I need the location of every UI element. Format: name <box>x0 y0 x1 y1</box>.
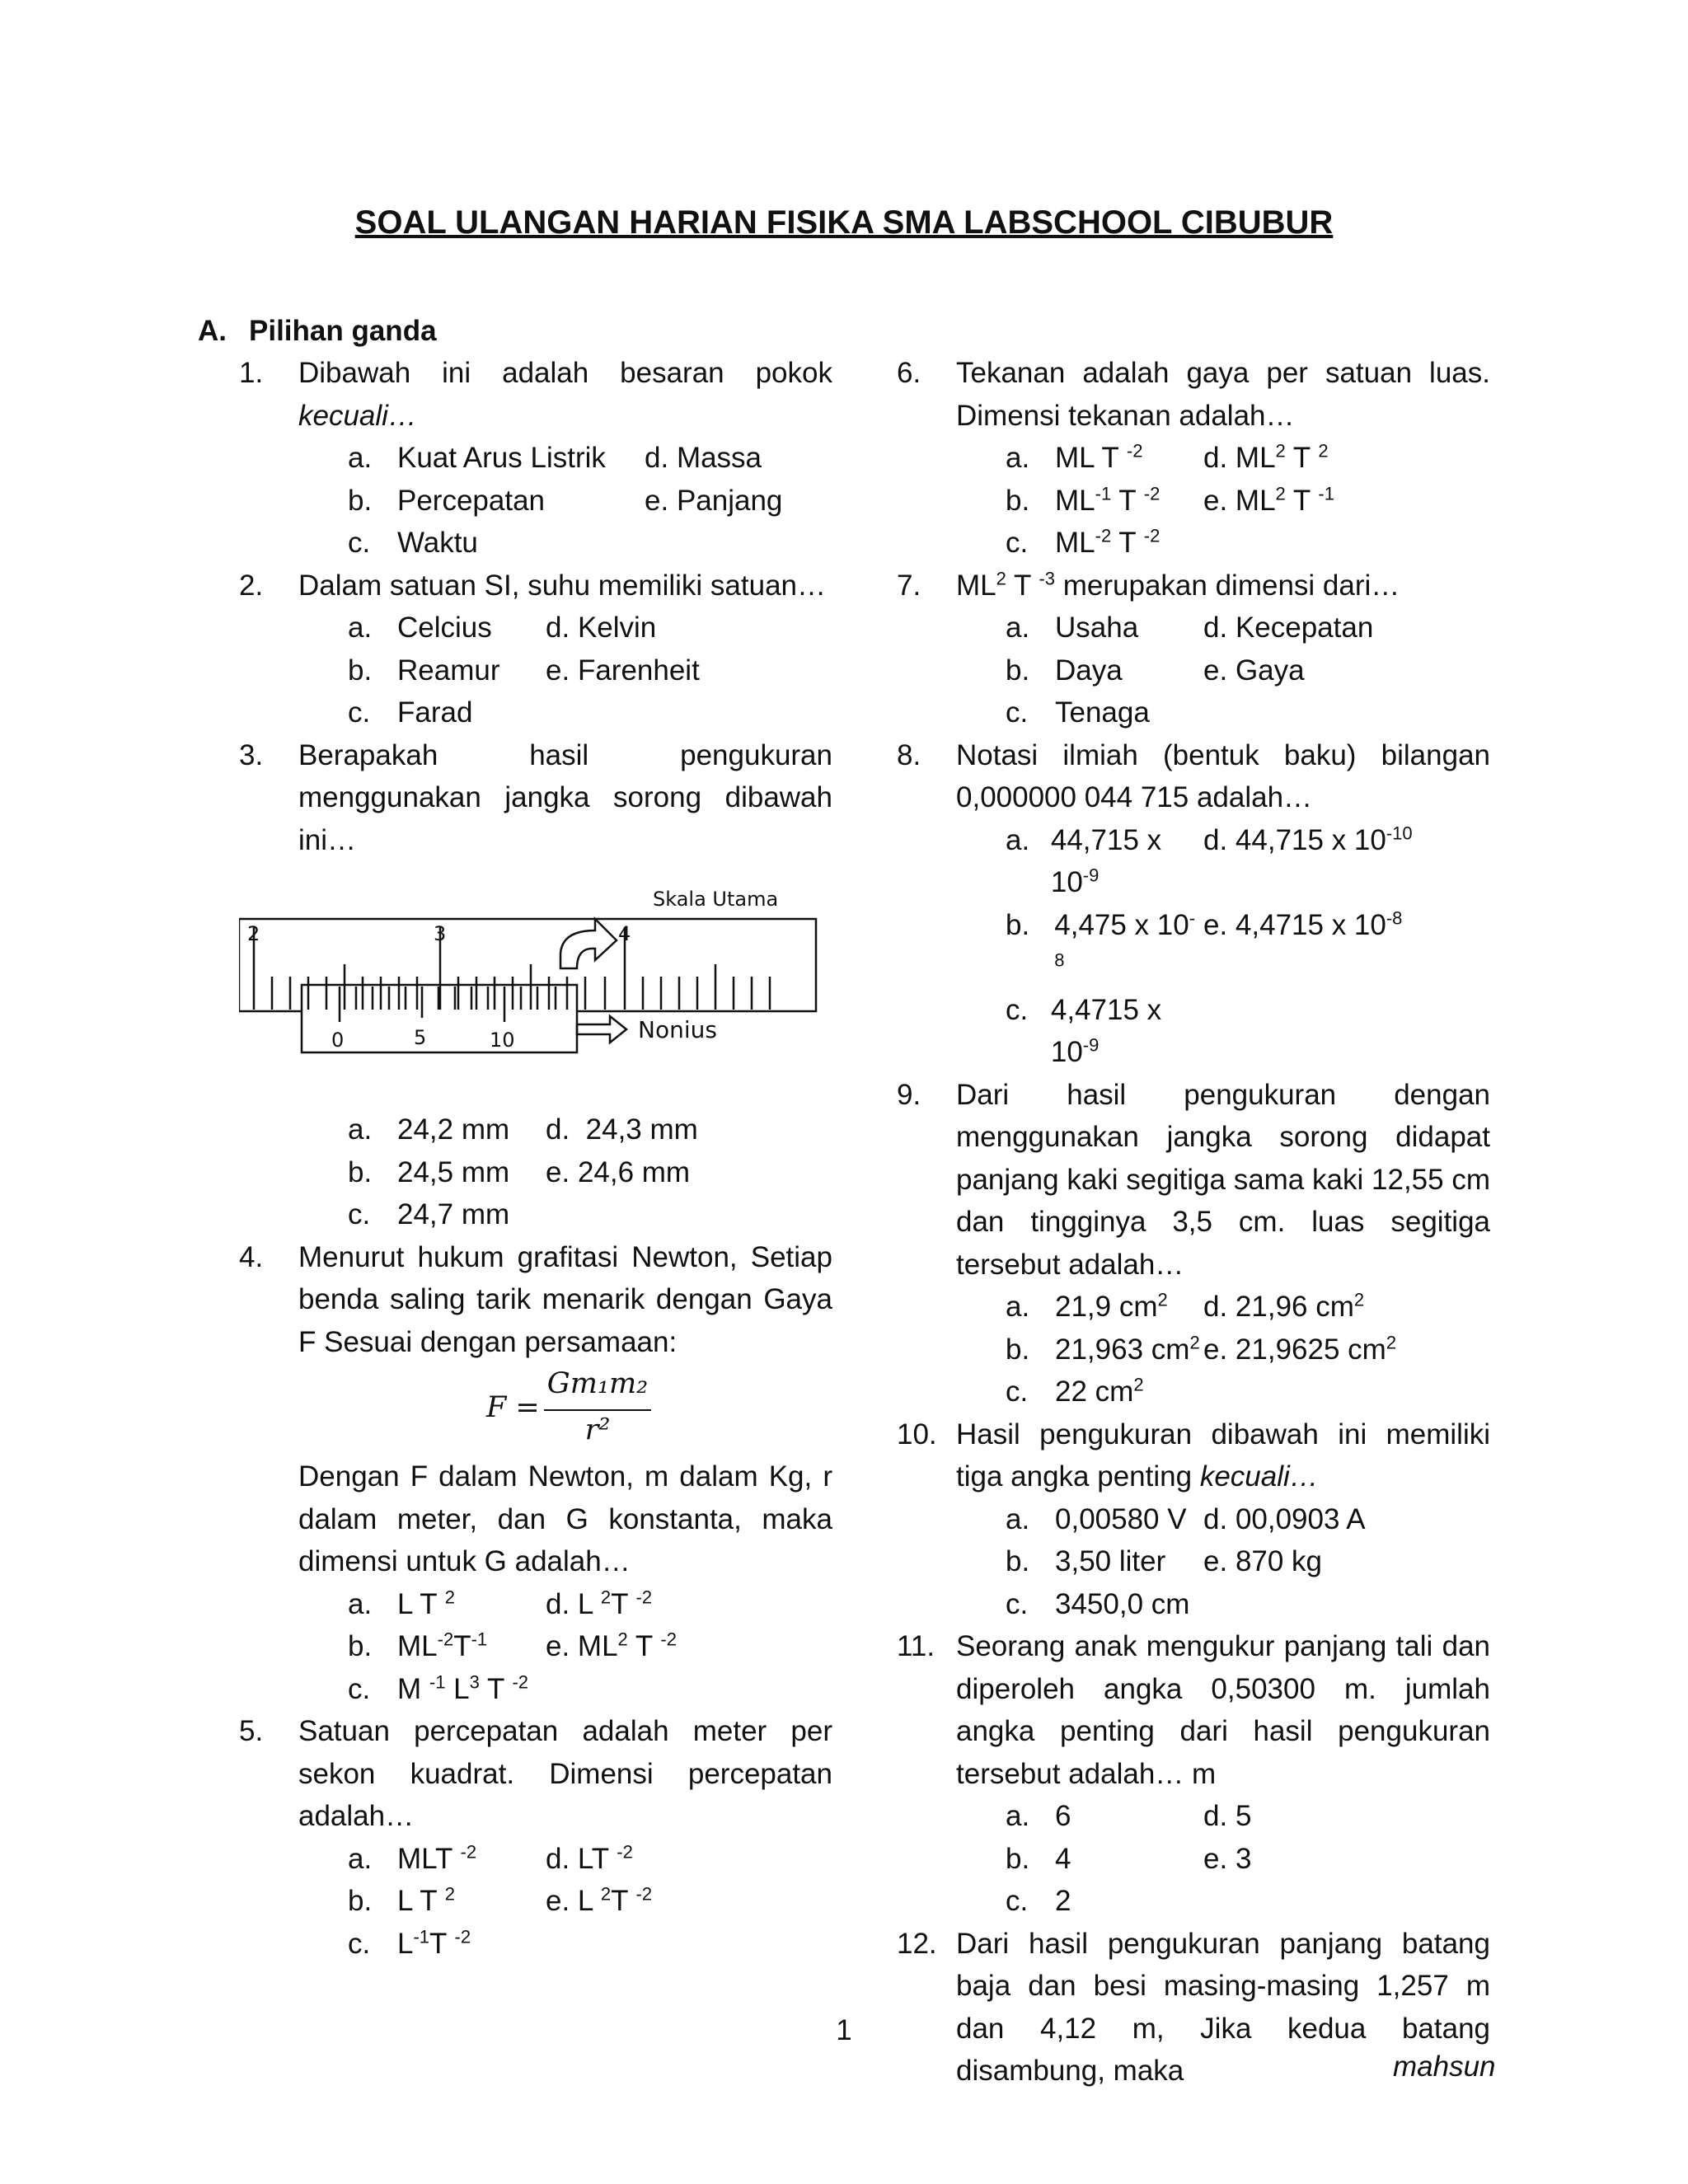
vernier-tick-label: 0 <box>331 1029 345 1052</box>
vernier-tick-label: 10 <box>490 1029 515 1052</box>
question-text-continued: Dengan F dalam Newton, m dalam Kg, r dalam meter, dan G konstanta, maka dimensi untuk G adalah… <box>298 1460 832 1577</box>
question-text: Seorang anak mengukur panjang tali dan diperoleh angka 0,50300 m. jumlah angka penting dari hasil pengukuran tersebut adalah… m <box>956 1630 1490 1790</box>
option-a: a. 44,715 x $10^{-9}$ <box>1006 823 1162 898</box>
option-a: a. MLT $^{-2}$ <box>348 1840 477 1875</box>
page-number: 1 <box>836 2014 852 2046</box>
options <box>1006 1795 1490 1923</box>
option-b: b. Reamur <box>348 654 500 687</box>
option-b: b. L T $^2$ <box>348 1883 455 1917</box>
option-e: e. $ML^2$ T $^{-1}$ <box>1203 482 1334 517</box>
section-label: A. <box>198 315 227 347</box>
option-e: e. Farenheit <box>546 654 700 687</box>
option-c: c. 22 $cm^2$ <box>1006 1374 1144 1408</box>
question-number: 10. <box>897 1418 937 1451</box>
option-c: c. $ML^{-2}$ T $^{-2}$ <box>1006 525 1160 559</box>
question-number: 8. <box>897 738 921 771</box>
option-a: a. 24,2 mm <box>348 1113 510 1146</box>
option-b: b. 3,50 liter <box>1006 1545 1166 1577</box>
option-c: c. 4,4715 x $10^{-9}$ <box>1006 993 1162 1068</box>
option-a: a. 0,00580 V <box>1006 1502 1187 1535</box>
question-4 <box>239 1236 832 1711</box>
question-number: 9. <box>897 1078 921 1111</box>
right-arrow-icon <box>577 1016 626 1043</box>
option-b: b. 4 <box>1006 1842 1071 1875</box>
question-5 <box>239 1710 832 1965</box>
question-number: 7. <box>897 569 921 602</box>
question-number: 3. <box>239 738 264 771</box>
option-e: e. 870 kg <box>1203 1545 1323 1577</box>
option-a: a. 21,9 $cm^2$ <box>1006 1289 1168 1323</box>
question-number: 6. <box>897 357 921 389</box>
option-c: c. 24,7 mm <box>348 1198 510 1230</box>
page-title: SOAL ULANGAN HARIAN FISIKA SMA LABSCHOOL CIBUBUR <box>354 204 1334 241</box>
question-number: 5. <box>239 1715 264 1747</box>
question-1 <box>239 352 832 565</box>
question-6 <box>897 352 1490 565</box>
option-c: c. 3450,0 cm <box>1006 1587 1190 1620</box>
vernier-tick-label: 5 <box>414 1026 427 1049</box>
option-a: a. Usaha <box>1006 612 1139 644</box>
option-d: d. Massa <box>645 442 762 474</box>
question-9 <box>897 1074 1490 1413</box>
section-heading <box>198 310 437 353</box>
option-d: d. 5 <box>1203 1800 1252 1832</box>
main-tick-label: 3 <box>434 922 447 945</box>
option-c: c. Tenaga <box>1006 696 1150 729</box>
question-number: 2. <box>239 569 264 602</box>
left-column <box>239 352 832 1965</box>
section-title: Pilihan ganda <box>249 315 437 347</box>
main-tick-label: 2 <box>247 922 260 945</box>
question-text: Notasi ilmiah (bentuk baku) bilangan 0,000000 044 715 adalah… <box>956 738 1490 813</box>
formula-numerator: Gm₁m₂ <box>546 1367 649 1400</box>
author-name: mahsun <box>1393 2050 1496 2083</box>
option-b: b. $ML^{-2}T^{-1}$ <box>348 1629 488 1662</box>
question-number: 4. <box>239 1240 264 1273</box>
option-a: a. ML T $^{-2}$ <box>1006 440 1143 474</box>
option-d: d. 44,715 x $10^{-10}$ <box>1203 822 1413 856</box>
gravitation-formula <box>239 1363 832 1455</box>
vernier-caliper-diagram <box>239 861 849 1108</box>
options <box>1006 1286 1490 1413</box>
option-d: d. Kelvin <box>546 612 657 644</box>
options <box>348 1583 832 1711</box>
question-text: $ML^2$ T $^{-3}$ merupakan dimensi dari… <box>956 567 1400 602</box>
main-tick-label: 4 <box>618 922 631 945</box>
option-d: d. L $^2$T $^{-2}$ <box>546 1586 653 1620</box>
question-text <box>956 1413 1490 1498</box>
formula-lhs: F = <box>486 1391 540 1424</box>
options <box>348 437 832 565</box>
option-c: c. Waktu <box>348 527 478 559</box>
option-d: d. LT $^{-2}$ <box>546 1840 633 1875</box>
question-text-main: Hasil pengukuran dibawah ini memiliki tiga angka penting <box>956 1418 1490 1493</box>
option-b: b. 4,475 x $10^{-8}$ <box>1006 907 1196 971</box>
option-a: a. L T $^2$ <box>348 1586 455 1620</box>
question-number: 1. <box>239 357 264 389</box>
option-b: b. 24,5 mm <box>348 1155 510 1188</box>
question-number: 11. <box>897 1630 935 1662</box>
question-text: Dari hasil pengukuran dengan menggunakan jangka sorong didapat panjang kaki segitiga sama kaki 12,55 cm dan tingginya 3,5 cm. luas segitiga tersebut adalah… <box>956 1078 1490 1281</box>
option-d: d. Kecepatan <box>1203 612 1374 644</box>
question-text-main: Dibawah ini adalah besaran pokok <box>298 357 832 389</box>
options <box>348 607 832 734</box>
option-b: b. Percepatan <box>348 484 546 517</box>
right-column <box>897 352 1490 2093</box>
question-7 <box>897 565 1490 734</box>
options <box>1006 607 1490 734</box>
option-d: d. 21,96 $cm^2$ <box>1203 1289 1365 1323</box>
question-2 <box>239 565 832 734</box>
option-d: d. 00,0903 A <box>1203 1502 1366 1535</box>
option-e: e. 4,4715 x $10^{-8}$ <box>1203 907 1403 941</box>
question-text-italic: kecuali… <box>1199 1460 1319 1493</box>
option-b: b. Daya <box>1006 654 1123 687</box>
question-text <box>298 352 832 437</box>
option-a: a. Celcius <box>348 612 492 644</box>
option-e: e. L $^2$T $^{-2}$ <box>546 1883 653 1917</box>
option-c: c. 2 <box>1006 1885 1071 1917</box>
question-3 <box>239 734 832 1236</box>
option-d: d. 24,3 mm <box>546 1113 698 1146</box>
option-a: a. Kuat Arus Listrik <box>348 442 606 474</box>
option-d: d. $ML^2$ T $^2$ <box>1203 440 1329 474</box>
question-11 <box>897 1625 1490 1923</box>
question-text: Satuan percepatan adalah meter per sekon kuadrat. Dimensi percepatan adalah… <box>298 1715 832 1832</box>
option-c: c. $L^{-1}T$ $^{-2}$ <box>348 1925 471 1960</box>
question-text: Menurut hukum grafitasi Newton, Setiap benda saling tarik menarik dengan Gaya F Sesuai dengan persamaan: <box>298 1240 832 1358</box>
formula-denominator: r² <box>584 1413 611 1446</box>
option-a: a. 6 <box>1006 1800 1071 1832</box>
nonius-label: Nonius <box>638 1016 717 1043</box>
main-scale-label: Skala Utama <box>653 888 779 911</box>
option-e: e. 21,9625 $cm^2$ <box>1203 1331 1397 1366</box>
option-b: b. 21,963 $cm^2$ <box>1006 1331 1200 1366</box>
question-text: Dari hasil pengukuran panjang batang baja dan besi masing-masing 1,257 m dan 4,12 m, Jika kedua batang disambung, maka <box>956 1927 1490 2087</box>
question-text-italic: kecuali… <box>298 399 417 432</box>
option-b: b. $ML^{-1}$ T $^{-2}$ <box>1006 482 1160 517</box>
question-text-main: merupakan dimensi dari… <box>1062 569 1400 602</box>
option-e: e. 24,6 mm <box>546 1155 691 1188</box>
question-number: 12. <box>897 1927 937 1960</box>
options <box>1006 1498 1490 1626</box>
options <box>1006 437 1490 565</box>
options <box>348 1108 832 1236</box>
option-c: c. M $^{-1}$ $L^3$ T $^{-2}$ <box>348 1671 529 1705</box>
option-e: e. 3 <box>1203 1842 1252 1875</box>
option-c: c. Farad <box>348 696 473 729</box>
question-text: Tekanan adalah gaya per satuan luas. Dimensi tekanan adalah… <box>956 357 1490 432</box>
option-e: e. $ML^2$ T $^{-2}$ <box>546 1629 677 1662</box>
question-10 <box>897 1413 1490 1626</box>
option-e: e. Panjang <box>645 484 783 517</box>
question-text: Dalam satuan SI, suhu memiliki satuan… <box>298 569 826 602</box>
question-text: Berapakah hasil pengukuran menggunakan jangka sorong dibawah ini… <box>298 738 832 856</box>
question-8 <box>897 734 1490 1074</box>
option-e: e. Gaya <box>1203 654 1305 687</box>
options <box>1006 819 1490 1074</box>
options <box>348 1838 832 1966</box>
curved-arrow-icon <box>560 919 617 968</box>
